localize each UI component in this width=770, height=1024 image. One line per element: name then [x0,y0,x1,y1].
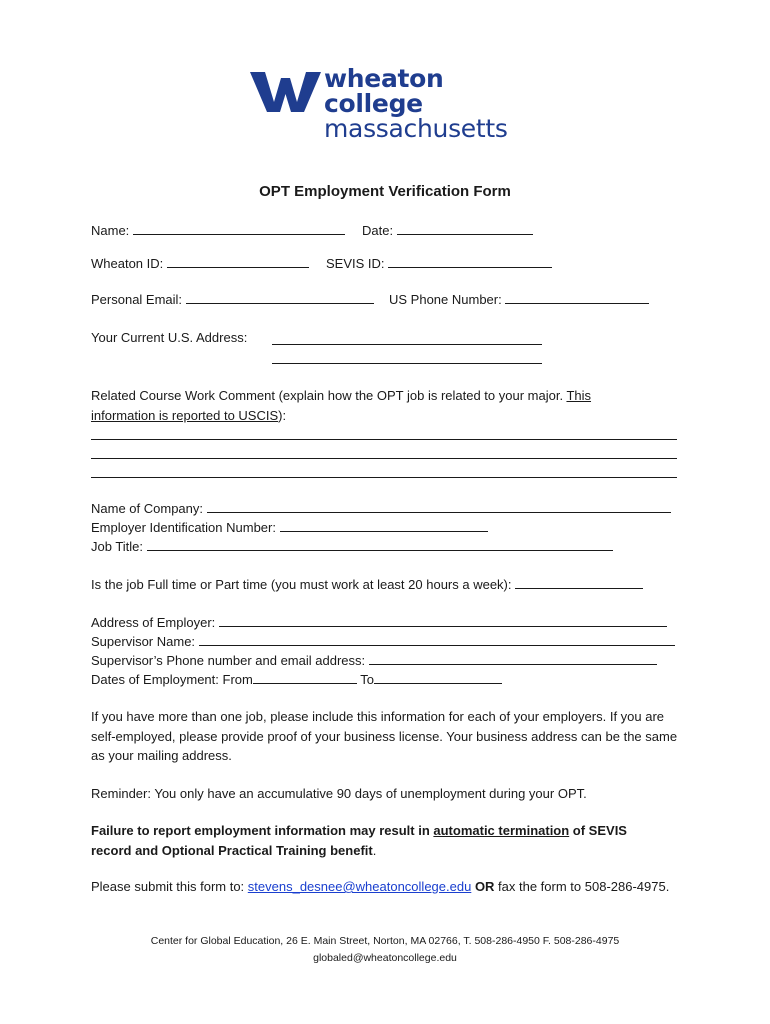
job-title-field[interactable] [147,537,613,551]
personal-email-label: Personal Email: [91,292,183,307]
date-label: Date: [362,223,394,238]
coursework-prompt [91,386,711,425]
sevis-id-row [326,254,552,273]
dates-employment-row [91,670,502,689]
company-field[interactable] [207,499,671,513]
current-address-label: Your Current U.S. Address: [91,330,248,345]
submit-or: OR [474,879,495,894]
job-title-row [91,537,613,556]
supervisor-name-label: Supervisor Name: [91,634,196,649]
warning-part-2: of SEVIS record and Optional Practical Training benefit [91,823,627,858]
coursework-underlined-1: This [566,388,592,403]
coursework-field-3[interactable] [91,477,677,478]
submit-fax: fax the form to 508-286-4975. [494,879,670,894]
footer-address: Center for Global Education, 26 E. Main Street, Norton, MA 02766, T. 508-286-4950 F. 508-286-4975 [150,935,620,947]
personal-email-row [91,290,374,309]
name-label: Name: [91,223,130,238]
personal-email-field[interactable] [186,290,374,304]
supervisor-contact-row [91,651,657,670]
supervisor-contact-label: Supervisor’s Phone number and email address: [91,653,366,668]
supervisor-name-field[interactable] [199,632,675,646]
termination-warning [91,821,651,860]
wheaton-id-field[interactable] [167,254,309,268]
footer-email: globaled@wheatoncollege.edu [313,952,457,964]
us-phone-label: US Phone Number: [389,292,502,307]
dates-from-field[interactable] [253,670,357,684]
sevis-id-field[interactable] [388,254,552,268]
wheaton-id-row [91,254,309,273]
name-row [91,221,345,240]
supervisor-name-row [91,632,675,651]
employer-address-label: Address of Employer: [91,615,216,630]
us-phone-field[interactable] [505,290,649,304]
date-row [362,221,533,240]
submit-email-link[interactable]: stevens_desnee@wheatoncollege.edu [247,879,472,894]
warning-underlined: automatic termination [433,823,570,838]
coursework-suffix: ): [278,407,287,423]
reminder-text: Reminder: You only have an accumulative 90 days of unemployment during your OPT. [91,786,587,801]
submit-instructions [91,877,681,897]
form-title: OPT Employment Verification Form [259,183,511,200]
company-label: Name of Company: [91,501,203,516]
logo-line-2: college [324,89,423,118]
fulltime-field[interactable] [515,575,643,589]
logo-line-3: massachusetts [324,114,508,143]
logo-line-1: wheaton [324,64,444,93]
dates-to-field[interactable] [374,670,502,684]
sevis-id-label: SEVIS ID: [326,256,385,271]
employer-address-field[interactable] [219,613,667,627]
date-field[interactable] [397,221,533,235]
us-phone-row [389,290,649,309]
coursework-field-2[interactable] [91,458,677,459]
company-row [91,499,671,518]
submit-prefix: Please submit this form to: [91,879,248,894]
ein-label: Employer Identification Number: [91,520,276,535]
multiple-jobs-note: If you have more than one job, please include this information for each of your employers. If you are self-employed, please provide proof of your business license. Your business address can be the same as your mailing address. [91,709,678,763]
job-title-label: Job Title: [91,539,144,554]
name-field[interactable] [133,221,345,235]
fulltime-question: Is the job Full time or Part time (you must work at least 20 hours a week): [91,577,512,592]
coursework-underlined-2: information is reported to USCIS [91,407,279,423]
footer [0,933,770,967]
supervisor-contact-field[interactable] [369,651,657,665]
wheaton-id-label: Wheaton ID: [91,256,164,271]
wheaton-logo-text [324,66,508,141]
ein-row [91,518,488,537]
dates-from-label: Dates of Employment: From [91,672,253,687]
ein-field[interactable] [280,518,488,532]
warning-period: . [372,842,377,858]
coursework-field-1[interactable] [91,439,677,440]
fulltime-row [91,575,643,594]
dates-to-label: To [360,672,374,687]
employer-address-row [91,613,667,632]
coursework-prefix: Related Course Work Comment (explain how the OPT job is related to your major. [91,388,567,403]
current-address-field-2[interactable] [272,363,542,364]
warning-part-1: Failure to report employment information may result in [91,823,434,838]
current-address-field-1[interactable] [272,344,542,345]
